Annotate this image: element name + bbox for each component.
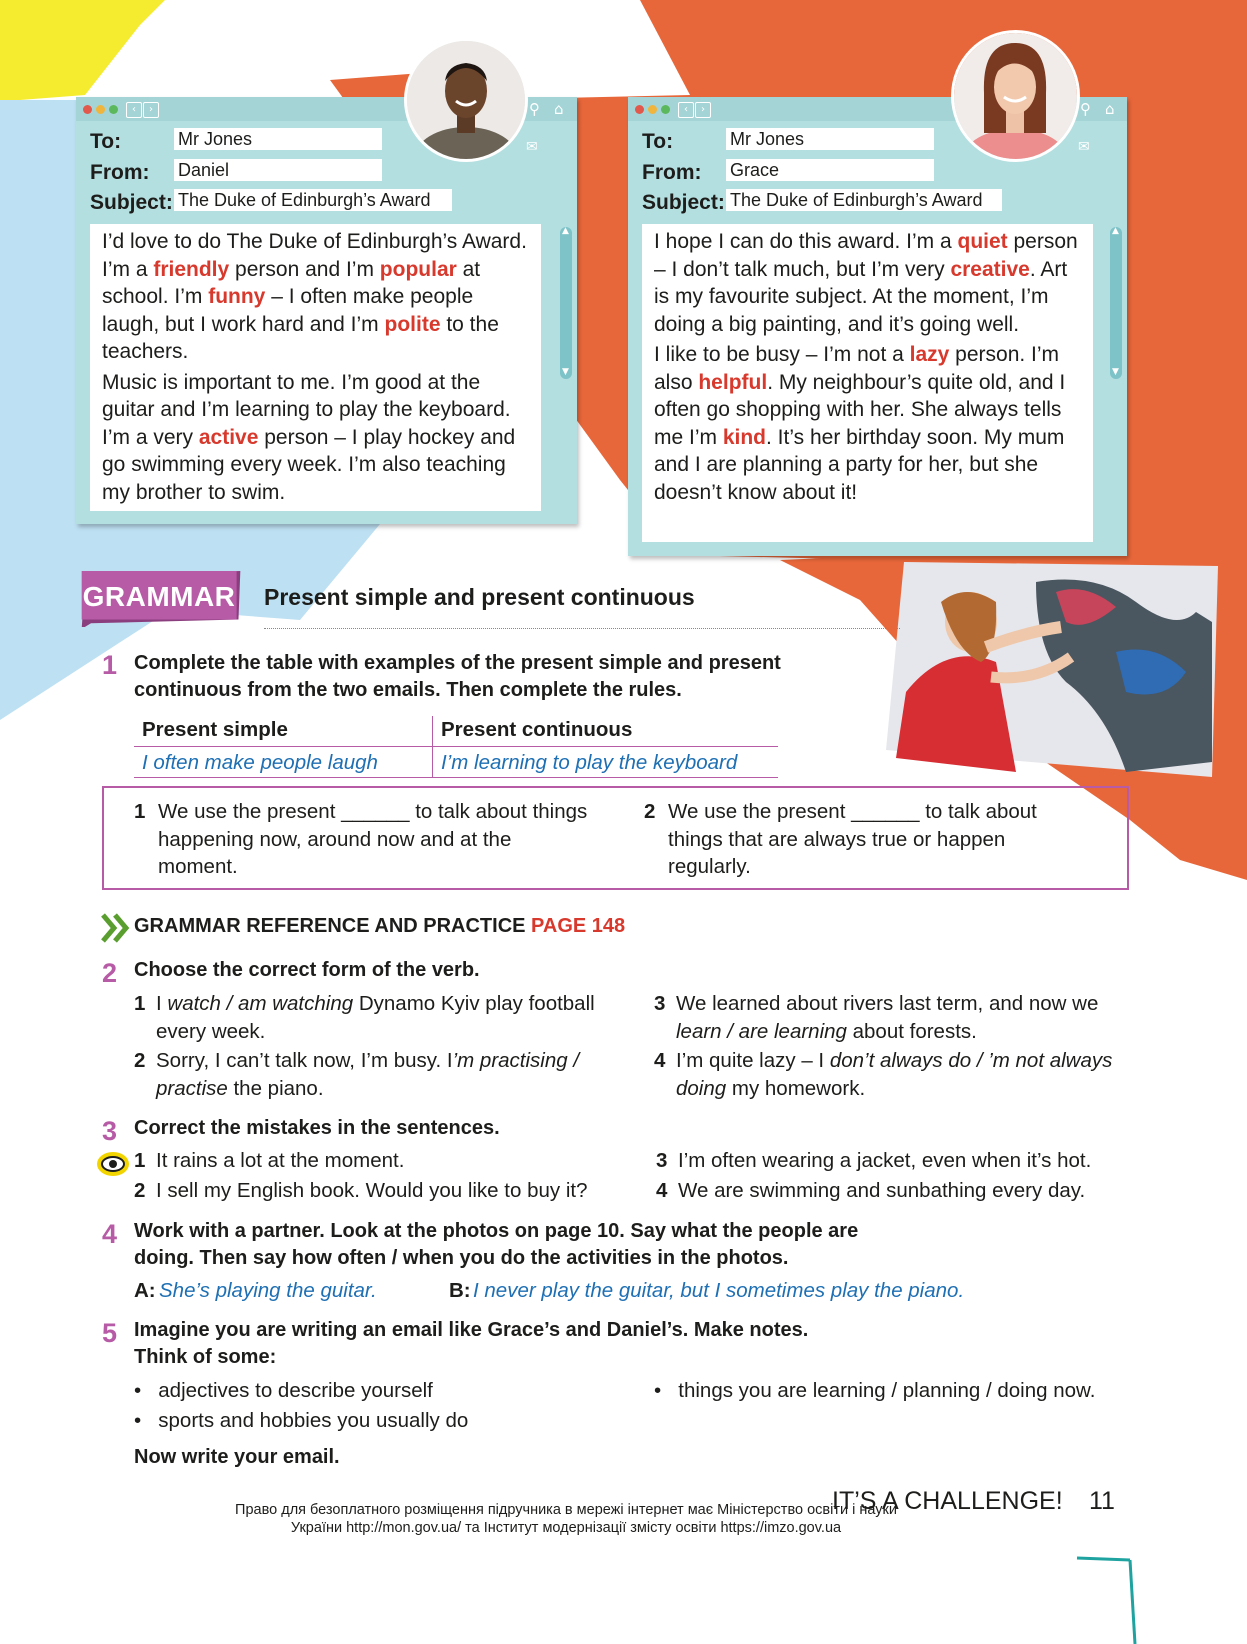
adjective-keyword: polite (384, 312, 441, 336)
table-header-present-continuous: Present continuous (441, 718, 633, 741)
exercise-3-instruction: Correct the mistakes in the sentences. (134, 1117, 500, 1139)
exercise-1-number: 1 (102, 650, 118, 680)
grammar-reference-page[interactable]: PAGE 148 (531, 915, 626, 937)
scrollbar[interactable] (560, 227, 572, 379)
painting-photo (886, 562, 1218, 777)
subject-label: Subject: (90, 191, 173, 214)
ex2-item-2-number: 2 (134, 1049, 146, 1072)
window-maximize-dot[interactable] (661, 105, 670, 114)
window-minimize-dot[interactable] (96, 105, 105, 114)
exercise-1-instruction: Complete the table with examples of the present simple and present continuous from the two emails. Then complete the rules. (134, 652, 781, 701)
grammar-reference-text: GRAMMAR REFERENCE AND PRACTICE (134, 915, 526, 937)
email-paragraph-2 (102, 369, 531, 507)
exercise-5-number: 5 (102, 1318, 118, 1348)
ex4-b-text: I never play the guitar, but I sometimes play the piano. (473, 1279, 965, 1302)
ex5-bullet-2: • sports and hobbies you usually do (134, 1409, 469, 1432)
text-run: – I often make people laugh, but I work hard and I’m (102, 285, 474, 336)
scroll-up-icon[interactable]: ▲ (1112, 226, 1119, 236)
ex3-item-4-number: 4 (656, 1179, 668, 1202)
verb-choice: learn / are learning (676, 1019, 847, 1043)
avatar-daniel (404, 38, 528, 162)
bg-yellow-shape (0, 0, 165, 100)
rule-2-text: We use the present ______ to talk about things that are always true or happen regularly. (668, 800, 1037, 878)
text-run: person and I’m (229, 257, 380, 281)
footer-teal-line (1077, 1558, 1130, 1560)
exercise-4-instruction: Work with a partner. Look at the photos on page 10. Say what the people are doing. Then say how often / when you do the activities in the photos. (134, 1220, 859, 1269)
from-field[interactable]: Daniel (174, 159, 382, 181)
scrollbar[interactable] (1110, 227, 1122, 379)
exercise-3-number: 3 (102, 1116, 118, 1146)
ex3-item-2-number: 2 (134, 1179, 146, 1202)
adjective-keyword: active (198, 425, 259, 449)
adjective-keyword: helpful (698, 370, 768, 394)
ex2-item-1-number: 1 (134, 992, 146, 1015)
to-label: To: (642, 130, 674, 153)
ex5-bullet-3: • things you are learning / planning / doing now. (654, 1379, 1096, 1402)
window-close-dot[interactable] (635, 105, 644, 114)
ex2-item-3-number: 3 (654, 992, 666, 1015)
adjective-keyword: lazy (909, 343, 950, 366)
back-arrow-icon[interactable]: ‹ (678, 102, 694, 118)
back-arrow-icon[interactable]: ‹ (126, 102, 142, 118)
scroll-up-icon[interactable]: ▲ (562, 226, 569, 236)
table-bottom-rule (134, 777, 778, 778)
ex5-bullet-2-text: sports and hobbies you usually do (158, 1409, 469, 1432)
ex3-item-4: We are swimming and sunbathing every day. (678, 1179, 1086, 1202)
forward-arrow-icon[interactable]: › (143, 102, 159, 118)
to-field[interactable]: Mr Jones (174, 128, 382, 150)
grace-photo (954, 33, 1077, 159)
from-label: From: (90, 161, 150, 184)
text-run: I (156, 992, 168, 1015)
daniel-photo (407, 41, 525, 159)
text-run: I’m quite lazy – I (676, 1049, 830, 1072)
text-run: We learned about rivers last term, and now we (676, 992, 1099, 1015)
ex2-item-1 (156, 990, 626, 1045)
exercise-5-instruction: Imagine you are writing an email like Grace’s and Daniel’s. Make notes. Think of some: (134, 1319, 809, 1368)
window-maximize-dot[interactable] (109, 105, 118, 114)
text-run: the piano. (227, 1076, 324, 1100)
subject-field[interactable]: The Duke of Edinburgh’s Award (726, 189, 1002, 211)
rule-2-number: 2 (644, 800, 656, 823)
email-paragraph-2 (654, 341, 1083, 506)
footer-copyright-line-1: Право для безоплатного розміщення підручника в мережі інтернет має Міністерство освіти і науки (235, 1502, 897, 1518)
text-run: Music is important to me. I’m good at the guitar and I’m learning to play the keyboard. I’m a very (102, 370, 511, 449)
text-run: to the teachers. (102, 312, 499, 363)
forward-arrow-icon[interactable]: › (695, 102, 711, 118)
envelope-icon[interactable]: ✉ (1078, 139, 1090, 155)
window-close-dot[interactable] (83, 105, 92, 114)
table-header-present-simple: Present simple (142, 718, 288, 741)
grammar-tag: GRAMMAR (82, 581, 236, 612)
text-run: person. I’m also (654, 343, 1060, 394)
text-run: about forests. (846, 1019, 977, 1043)
title-divider (264, 628, 900, 629)
text-run: I hope I can do this award. I’m a (654, 230, 958, 253)
adjective-keyword: creative (950, 257, 1030, 281)
ex4-a-label: A: (134, 1279, 156, 1302)
page-number: 11 (1089, 1487, 1115, 1515)
ex5-bullet-1: • adjectives to describe yourself (134, 1379, 433, 1402)
text-run: I like to be busy – I’m not a (654, 343, 910, 366)
from-field[interactable]: Grace (726, 159, 934, 181)
exercise-2-instruction: Choose the correct form of the verb. (134, 959, 480, 981)
text-run: my homework. (726, 1076, 866, 1100)
exercise-2-number: 2 (102, 958, 118, 988)
text-run: . Art is my favourite subject. At the moment, I’m doing a big painting, and it’s going well. (654, 257, 1068, 336)
grammar-reference-link[interactable] (134, 915, 625, 938)
ex5-bullet-1-text: adjectives to describe yourself (158, 1379, 433, 1402)
table-header-rule (134, 746, 778, 747)
text-run: person – I don’t talk much, but I’m very (654, 230, 1078, 281)
avatar-grace (951, 30, 1080, 162)
double-chevron-icon (100, 912, 132, 944)
exercise-4-number: 4 (102, 1219, 118, 1249)
window-minimize-dot[interactable] (648, 105, 657, 114)
ex3-item-2: I sell my English book. Would you like to buy it? (156, 1179, 588, 1202)
footer-copyright-line-2: України http://mon.gov.ua/ та Інститут модернізації змісту освіти https://imzo.gov.ua (290, 1520, 842, 1536)
email-body (90, 224, 541, 511)
adjective-keyword: funny (208, 285, 266, 308)
to-field[interactable]: Mr Jones (726, 128, 934, 150)
ex2-item-3 (676, 990, 1136, 1045)
to-label: To: (90, 130, 122, 153)
from-label: From: (642, 161, 702, 184)
subject-label: Subject: (642, 191, 725, 214)
table-example-present-continuous: I’m learning to play the keyboard (441, 751, 738, 774)
email-paragraph-1 (654, 228, 1083, 338)
rule-1-number: 1 (134, 800, 146, 823)
adjective-keyword: popular (379, 257, 457, 281)
ex3-item-3: I’m often wearing a jacket, even when it’s hot. (678, 1149, 1092, 1172)
email-paragraph-1 (102, 228, 531, 366)
text-run: Dynamo Kyiv play football every week. (156, 992, 595, 1043)
adjective-keyword: friendly (153, 257, 230, 281)
ex3-item-1-number: 1 (134, 1149, 146, 1172)
table-column-divider (432, 716, 433, 778)
subject-field[interactable]: The Duke of Edinburgh’s Award (174, 189, 452, 211)
ex3-item-1: It rains a lot at the moment. (156, 1149, 405, 1172)
ex2-item-2 (156, 1047, 626, 1102)
search-icon[interactable]: ⚲ (529, 100, 540, 118)
adjective-keyword: kind (722, 425, 767, 449)
grammar-title: Present simple and present continuous (264, 584, 695, 610)
scroll-down-icon[interactable]: ▼ (1112, 367, 1119, 377)
ex4-a-text: She’s playing the guitar. (159, 1279, 377, 1302)
text-run: person – I play hockey and go swimming every week. I’m also teaching my brother to swim. (102, 425, 516, 504)
section-title: IT’S A CHALLENGE! (832, 1487, 1063, 1515)
ex4-b-label: B: (449, 1279, 471, 1302)
email-window-grace (628, 97, 1127, 556)
home-icon[interactable]: ⌂ (1105, 100, 1115, 118)
ex2-item-4-number: 4 (654, 1049, 666, 1072)
ex3-item-3-number: 3 (656, 1149, 668, 1172)
table-example-present-simple: I often make people laugh (142, 751, 378, 774)
home-icon[interactable]: ⌂ (554, 100, 564, 118)
ex5-bullet-3-text: things you are learning / planning / doing now. (678, 1379, 1096, 1402)
eye-icon (96, 1151, 130, 1177)
text-run: Sorry, I can’t talk now, I’m busy. I (156, 1049, 453, 1072)
adjective-keyword: quiet (957, 230, 1008, 253)
envelope-icon[interactable]: ✉ (526, 139, 538, 155)
verb-choice: watch / am watching (167, 992, 354, 1015)
scroll-down-icon[interactable]: ▼ (562, 367, 569, 377)
verb-choice: ’m practising / practise (156, 1049, 580, 1100)
verb-choice: don’t always do / ’m not always doing (676, 1049, 1113, 1100)
ex2-item-4 (676, 1047, 1116, 1102)
search-icon[interactable]: ⚲ (1080, 100, 1091, 118)
email-window-daniel (76, 97, 577, 524)
text-run: at school. I’m (102, 257, 481, 308)
text-run: . My neighbour’s quite old, and I often go shopping with her. She always tells me I’m (654, 370, 1066, 449)
footer-teal-line-2 (1130, 1560, 1135, 1644)
text-run: . It’s her birthday soon. My mum and I are planning a party for her, but she doesn’t know about it! (654, 425, 1065, 504)
text-run: I’d love to do The Duke of Edinburgh’s Award. I’m a (102, 230, 527, 281)
rule-1-text: We use the present ______ to talk about things happening now, around now and at the moment. (158, 800, 588, 878)
email-body (642, 224, 1093, 542)
ex5-final-instruction: Now write your email. (134, 1446, 340, 1468)
